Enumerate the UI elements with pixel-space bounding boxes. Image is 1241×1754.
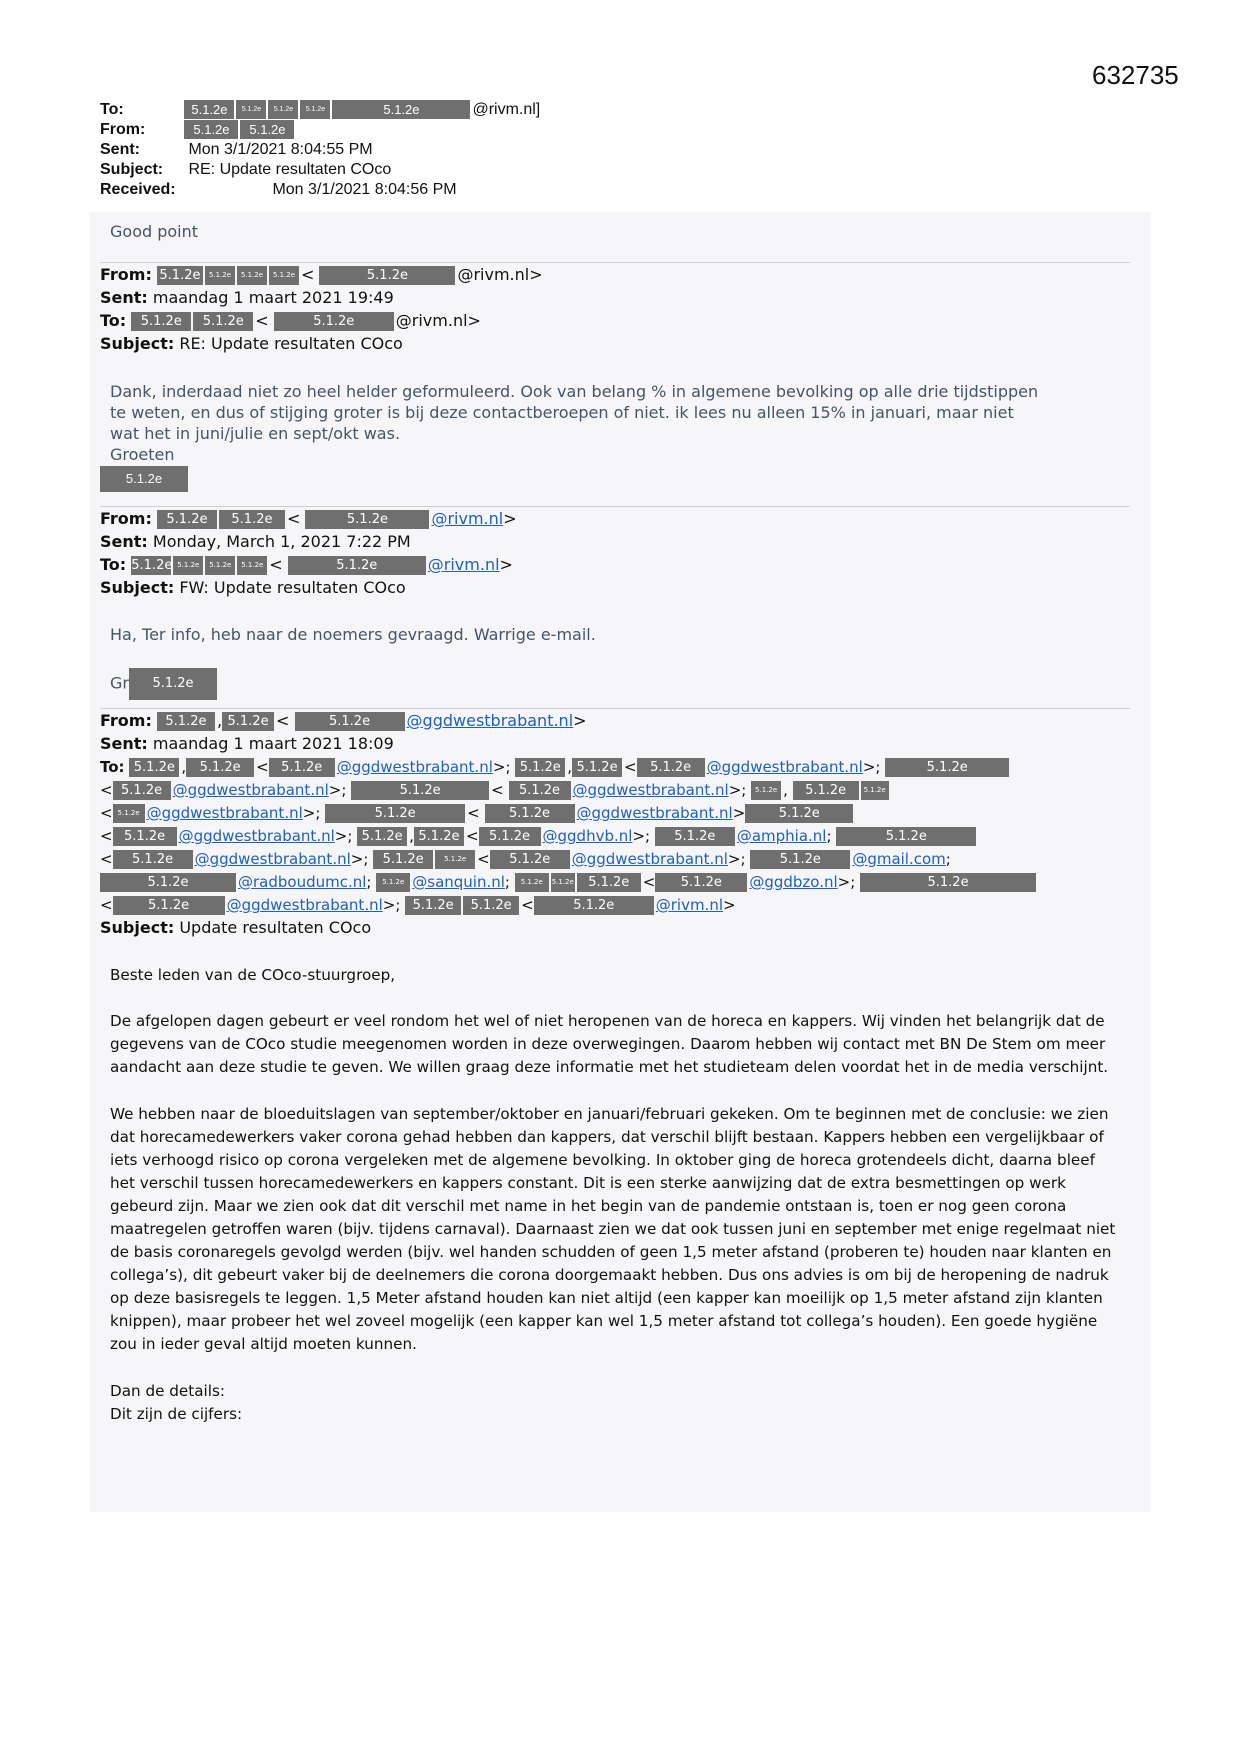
to-label: To: [100,555,127,574]
redaction-box: 5.1.2e [490,850,570,869]
email-link[interactable]: @ggdwestbrabant.nl [172,781,329,799]
email-link[interactable]: @ggdwestbrabant.nl [572,781,729,799]
redaction-box: 5.1.2e [319,266,455,285]
outer-email-header [100,100,540,200]
redaction-box: 5.1.2e [100,466,188,492]
redaction-box: 5.1.2e [222,712,274,731]
redaction-box: 5.1.2e [288,556,426,575]
letter-paragraph-3 [110,1380,1145,1426]
redaction-box: 5.1.2e [551,873,575,892]
redaction-box: 5.1.2e [376,873,410,892]
sent-value: maandag 1 maart 2021 18:09 [152,734,394,753]
msg3-subject-row [100,577,406,599]
body-line: Dank, inderdaad niet zo heel helder geformuleerd. Ook van belang % in algemene bevolking op alle drie tijdstippen [110,382,1039,401]
redaction-box: 5.1.2e [129,758,179,777]
subject-label: Subject: [100,161,164,178]
redaction-box: 5.1.2e [534,896,654,915]
redaction-box: 5.1.2e [295,712,405,731]
msg4-to-row-7: < 5.1.2e @ggdwestbrabant.nl>; 5.1.2e 5.1.2e < 5.1.2e @rivm.nl> [100,896,736,914]
msg2-to-row: To: 5.1.2e 5.1.2e < 5.1.2e @rivm.nl> [100,311,481,330]
received-row [100,180,540,200]
redaction-box: 5.1.2e [325,804,465,823]
from-label: From: [100,711,152,730]
email-link[interactable]: @ggdwestbrabant.nl [576,804,733,822]
msg2-sent-row [100,287,394,309]
redaction-box: 5.1.2e [332,100,470,119]
msg4-subject-row [100,917,371,939]
email-link[interactable]: @ggdwestbrabant.nl [146,804,303,822]
email-link[interactable]: @radboudumc.nl [238,873,367,891]
redaction-box: 5.1.2e [572,758,622,777]
text-line: op deze basisregels te leggen. 1,5 Meter afstand houden kan niet altijd (een kapper kan moeilijk op 1,5 meter afstand zijn klanten [110,1289,1103,1307]
redaction-box: 5.1.2e [219,510,285,529]
text-line: zou in ieder geval altijd moeten kunnen. [110,1335,417,1353]
email-link[interactable]: @ggdwestbrabant.nl [706,758,863,776]
text-line: collega’s), dit gebeurt vaker bij de deelnemers die corona doorgemaakt hebben. Dus ons advies is om bij de heropening de nadruk [110,1266,1109,1284]
redaction-box: 5.1.2e [861,781,889,800]
text-line: de basis coronaregels gevolgd werden (bijv. wel handen schudden of geen 1,5 meter afstand (proberen te) houden naar klanten en [110,1243,1112,1261]
email-link[interactable]: @ggdwestbrabant.nl [194,850,351,868]
body-line: te weten, en dus of stijging groter is bij deze contactberoepen of niet. ik lees nu alleen 15% in januari, maar niet [110,403,1014,422]
from-label: From: [100,121,146,138]
redaction-box: 5.1.2e [205,266,235,285]
msg2-from-row: From: 5.1.2e 5.1.2e 5.1.2e 5.1.2e < 5.1.2e @rivm.nl> [100,265,543,284]
redaction-box: 5.1.2e [131,312,191,331]
msg3-body: Ha, Ter info, heb naar de noemers gevraagd. Warrige e-mail. [110,625,596,644]
redaction-box: 5.1.2e [351,781,489,800]
body-line: wat het in juni/julie en sept/okt was. [110,424,401,443]
redaction-box: 5.1.2e [113,781,171,800]
sign-text: Gr [110,673,129,693]
redaction-box: 5.1.2e [655,873,747,892]
redaction-box: 5.1.2e [836,827,976,846]
redaction-box: 5.1.2e [269,758,335,777]
redaction-box: 5.1.2e [750,850,850,869]
msg4-to-row-5: < 5.1.2e @ggdwestbrabant.nl>; 5.1.2e 5.1.2e < 5.1.2e @ggdwestbrabant.nl>; 5.1.2e @gmail.com; [100,850,951,868]
text-line: gebeurd zijn. Maar we zien ook dat dit verschil met name in het begin van de pandemie ontstaan is, toen er nog geen corona [110,1197,1067,1215]
redaction-box: 5.1.2e [129,668,217,700]
subject-row [100,160,540,180]
received-value: Mon 3/1/2021 8:04:56 PM [272,181,457,198]
redaction-box: 5.1.2e [113,827,177,846]
letter-paragraph-2 [110,1103,1145,1356]
to-label: To: [100,311,127,330]
document-number: 632735 [1092,60,1179,90]
email-link[interactable]: @ggdwestbrabant.nl [336,758,493,776]
redaction-box: 5.1.2e [793,781,859,800]
subject-value: RE: Update resultaten COco [179,334,403,353]
subject-value: RE: Update resultaten COco [188,161,392,178]
sent-row [100,140,540,160]
to-row [100,100,540,120]
received-label: Received: [100,181,176,198]
email-link[interactable]: @gmail.com [852,850,946,868]
text-line: het verschil tussen horecamedewerkers en kappers constant. Dit is een sterke aanwijzing dat de extra besmettingen op werk [110,1174,1066,1192]
msg4-to-row-4: < 5.1.2e @ggdwestbrabant.nl>; 5.1.2e , 5.1.2e < 5.1.2e @ggdhvb.nl>; 5.1.2e @amphia.nl; 5.1.2e [100,825,978,847]
text-line: gegevens van de COco studie meegenomen worden in deze overwegingen. Daarom hebben wij contact met BN De Stem om meer [110,1035,1106,1053]
redaction-box: 5.1.2e [237,266,267,285]
msg4-sent-row [100,733,394,755]
to-suffix: @rivm.nl> [395,311,481,330]
text-line: knippen), maar probeer het wel zoveel mogelijk (een kapper kan wel 1,5 meter afstand tot collega’s houden). Een goede hygiëne [110,1312,1098,1330]
text-line: Dan de details: [110,1382,225,1400]
sent-value: Mon 3/1/2021 8:04:55 PM [188,141,373,158]
msg4-from-row: From: 5.1.2e , 5.1.2e < 5.1.2e @ggdwestbrabant.nl> [100,711,587,730]
separator [100,262,1130,263]
msg2-body [110,381,1140,465]
msg3-to-row: To: 5.1.2e 5.1.2e 5.1.2e 5.1.2e < 5.1.2e @rivm.nl> [100,555,513,574]
separator [100,506,1130,507]
to-label: To: [100,758,125,776]
redaction-box: 5.1.2e [184,100,234,119]
sent-label: Sent: [100,141,140,158]
redaction-box: 5.1.2e [268,100,298,119]
from-row [100,120,540,140]
redaction-box: 5.1.2e [515,873,549,892]
redaction-box: 5.1.2e [236,100,266,119]
sent-value: Monday, March 1, 2021 7:22 PM [152,532,411,551]
redaction-box: 5.1.2e [860,873,1036,892]
redaction-box: 5.1.2e [184,120,238,139]
msg2-subject-row [100,333,403,355]
redaction-box: 5.1.2e [479,827,541,846]
redaction-box: 5.1.2e [463,896,519,915]
redaction-box: 5.1.2e [885,758,1009,777]
msg3-sent-row [100,531,411,553]
redaction-box: 5.1.2e [205,556,235,575]
redaction-box: 5.1.2e [113,896,225,915]
from-suffix: @rivm.nl> [457,265,543,284]
redaction-box: 5.1.2e [509,781,571,800]
text-line: Dit zijn de cijfers: [110,1405,243,1423]
redaction-box: 5.1.2e [157,266,203,285]
text-line: We hebben naar de bloeduitslagen van september/oktober en januari/februari gekeken. Om te beginnen met de conclusie: we zien [110,1105,1109,1123]
msg3-signature [110,668,1140,700]
email-link[interactable]: @rivm.nl [655,896,723,914]
text-line: maatregelen getroffen waren (bijv. tijdens carnaval). Daarnaast zien we dat ook tussen juni en september met enige regelmaat niet [110,1220,1116,1238]
sent-label: Sent: [100,532,148,551]
subject-label: Subject: [100,334,175,353]
msg4-to-row-1: To: 5.1.2e , 5.1.2e < 5.1.2e @ggdwestbrabant.nl>; 5.1.2e , 5.1.2e < 5.1.2e @ggdwestbrabant.nl>; 5.1.2e [100,756,1011,778]
subject-value: Update resultaten COco [179,918,372,937]
greeting: Groeten [110,445,175,464]
email-link[interactable]: @sanquin.nl [412,873,505,891]
redaction-box: 5.1.2e [405,896,461,915]
redaction-box: 5.1.2e [240,120,294,139]
subject-label: Subject: [100,578,175,597]
redaction-box: 5.1.2e [637,758,705,777]
redaction-box: 5.1.2e [186,758,254,777]
redaction-box: 5.1.2e [131,558,173,573]
redaction-box: 5.1.2e [485,804,575,823]
subject-value: FW: Update resultaten COco [179,578,406,597]
msg4-to-row-6: 5.1.2e @radboudumc.nl; 5.1.2e @sanquin.nl; 5.1.2e 5.1.2e 5.1.2e < 5.1.2e @ggdbzo.nl>; 5.1.2e [100,871,1038,893]
redaction-box: 5.1.2e [100,873,236,892]
redaction-box: 5.1.2e [357,827,407,846]
email-link[interactable]: @amphia.nl [736,827,827,845]
redaction-box: 5.1.2e [305,510,429,529]
email-link[interactable]: @ggdwestbrabant.nl [571,850,728,868]
redaction-box: 5.1.2e [274,312,394,331]
email-link[interactable]: @ggdhvb.nl [542,827,633,845]
redaction-box: 5.1.2e [655,827,735,846]
from-link[interactable]: @rivm.nl [431,509,504,528]
msg4-to-row-3: < 5.1.2e @ggdwestbrabant.nl>; 5.1.2e < 5.1.2e @ggdwestbrabant.nl> 5.1.2e [100,802,855,824]
redaction-box: 5.1.2e [173,556,203,575]
redaction-box: 5.1.2e [113,804,145,823]
to-label: To: [100,101,124,118]
text-line: De afgelopen dagen gebeurt er veel rondom het wel of niet heropenen van de horeca en kappers. Wij vinden het belangrijk dat de [110,1012,1105,1030]
email-link[interactable]: @ggdbzo.nl [749,873,838,891]
letter-paragraph-1 [110,1010,1145,1079]
msg3-from-row: From: 5.1.2e 5.1.2e < 5.1.2e @rivm.nl> [100,509,517,528]
redaction-box: 5.1.2e [515,758,565,777]
letter-salutation: Beste leden van de COco-stuurgroep, [110,966,396,984]
redaction-box: 5.1.2e [373,850,433,869]
to-address-suffix: @rivm.nl] [472,101,541,118]
text-line: aandacht aan deze studie te geven. We willen graag deze informatie met het studieteam delen voordat het in de media verschijnt. [110,1058,1109,1076]
redaction-box: 5.1.2e [414,827,464,846]
text-line: dat horecamedewerkers vaker corona gehad hebben dan kappers, dat verschil blijft bestaan. Kappers hebben een vergelijkbaar of [110,1128,1104,1146]
subject-label: Subject: [100,918,175,937]
redaction-box: 5.1.2e [237,556,267,575]
redaction-box: 5.1.2e [745,804,853,823]
email-link[interactable]: @ggdwestbrabant.nl [226,896,383,914]
reply-text: Good point [110,222,199,241]
from-label: From: [100,509,152,528]
redaction-box: 5.1.2e [113,850,193,869]
to-link[interactable]: @rivm.nl [427,555,500,574]
redaction-box: 5.1.2e [751,781,781,800]
redaction-box: 5.1.2e [577,873,641,892]
redaction-box: 5.1.2e [193,312,253,331]
redaction-box: 5.1.2e [269,266,299,285]
sent-value: maandag 1 maart 2021 19:49 [152,288,394,307]
email-link[interactable]: @ggdwestbrabant.nl [178,827,335,845]
msg4-to-row-2: < 5.1.2e @ggdwestbrabant.nl>; 5.1.2e < 5.1.2e @ggdwestbrabant.nl>; 5.1.2e , 5.1.2e 5.1.2e [100,779,891,801]
separator [100,708,1130,709]
from-label: From: [100,265,152,284]
redaction-box: 5.1.2e [157,712,215,731]
sent-label: Sent: [100,288,148,307]
redaction-box: 5.1.2e [157,510,217,529]
from-link[interactable]: @ggdwestbrabant.nl [406,711,574,730]
redaction-box: 5.1.2e [300,100,330,119]
redaction-box: 5.1.2e [435,850,475,869]
sent-label: Sent: [100,734,148,753]
text-line: iets verhoogd risico op corona vergeleken met de algemene bevolking. In oktober ging de horeca grotendeels dicht, daarna bleef [110,1151,1095,1169]
